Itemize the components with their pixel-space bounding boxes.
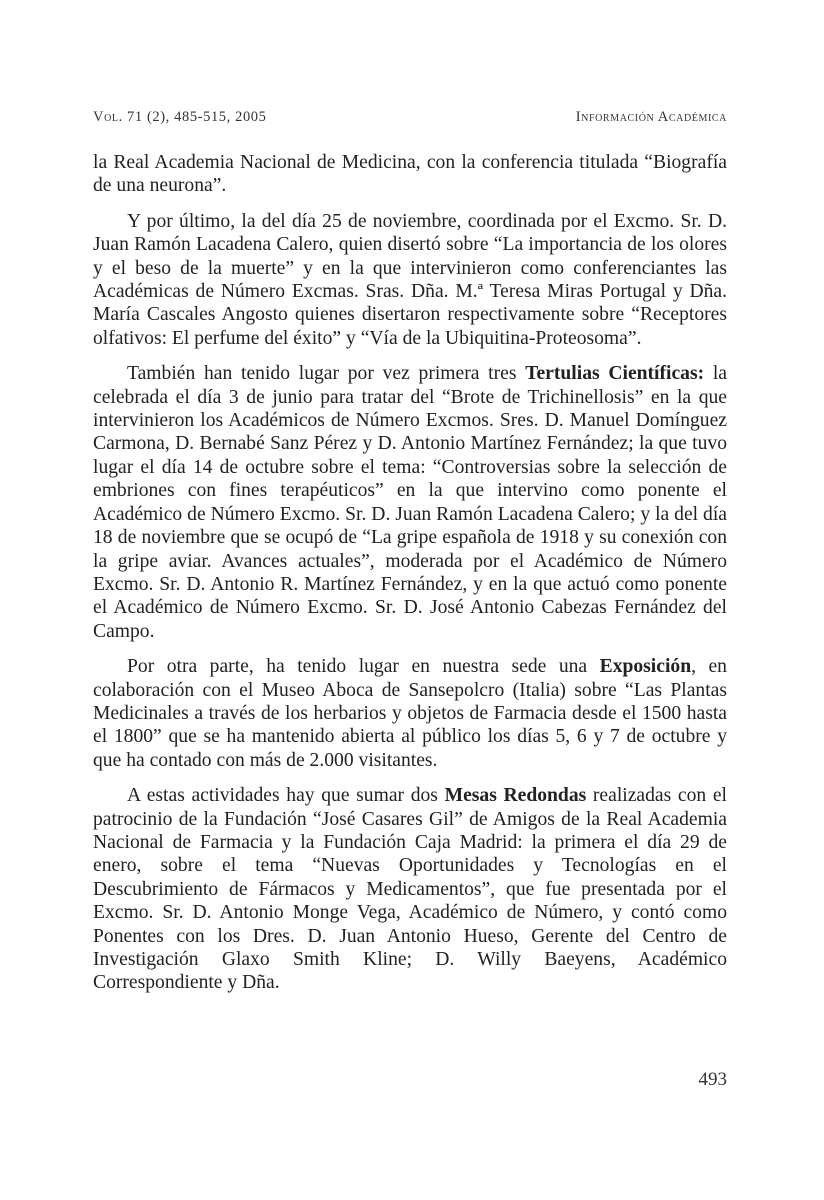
body-text [93,151,727,1007]
bold-term: Tertulias Científicas: [525,363,705,385]
paragraph-text: , en colaboración con el Museo Aboca de Sansepolcro (Italia) sobre “Las Plantas Medicinales a través de los herbarios y objetos de Farmacia desde el 1500 hasta el 1800” que se ha mantenido abierta al público los días 5, 6 y 7 de octubre y que ha contado con más de 2.000 visitantes. [93,656,727,771]
paragraph-text: Por otra parte, ha tenido lugar en nuestra sede una [127,656,600,678]
paragraph [93,655,727,772]
paragraph-text: También han tenido lugar por vez primera tres [127,363,526,385]
bold-term: Exposición [599,656,692,678]
paragraph [93,784,727,995]
paragraph-text: Y por último, la del día 25 de noviembre, coordinada por el Excmo. Sr. D. Juan Ramón Lacadena Calero, quien disertó sobre “La importancia de los olores y el beso de la muerte” y en la que intervinieron como conferenciantes las Académicas de Número Excmas. Sras. Dña. M.ª Teresa Miras Portugal y Dña. María Cascales Angosto quienes disertaron respectivamente sobre “Receptores olfativos: El perfume del éxito” y “Vía de la Ubiquitina-Proteosoma”. [93,210,727,349]
page-number: 493 [698,1069,727,1090]
paragraph-text: la Real Academia Nacional de Medicina, con la conferencia titulada “Biografía de una neurona”. [93,152,727,197]
running-header [93,109,727,133]
paragraph-text: A estas actividades hay que sumar dos [127,785,445,807]
section-title: Información Académica [575,109,727,125]
paragraph [93,210,727,350]
paragraph [93,151,727,198]
paragraph-text: realizadas con el patrocinio de la Fundación “José Casares Gil” de Amigos de la Real Academia Nacional de Farmacia y la Fundación Caja Madrid: la primera el día 29 de enero, sobre el tema “Nuevas Oportunidades y Tecnologías en el Descubrimiento de Fármacos y Medicamentos”, que fue presentada por el Excmo. Sr. D. Antonio Monge Vega, Académico de Número, y contó como Ponentes con los Dres. D. Juan Antonio Hueso, Gerente del Centro de Investigación Glaxo Smith Kline; D. Willy Baeyens, Académico Correspondiente y Dña. [93,785,727,994]
bold-term: Mesas Redondas [444,785,587,807]
paragraph [93,362,727,643]
journal-volume-citation: Vol. 71 (2), 485-515, 2005 [93,109,267,125]
paragraph-text: la celebrada el día 3 de junio para tratar del “Brote de Trichinellosis” en la que intervinieron los Académicos de Número Excmos. Sres. D. Manuel Domínguez Carmona, D. Bernabé Sanz Pérez y D. Antonio Martínez Fernández; la que tuvo lugar el día 14 de octubre sobre el tema: “Controversias sobre la selección de embriones con fines terapéuticos” en la que intervino como ponente el Académico de Número Excmo. Sr. D. Juan Ramón Lacadena Calero; y la del día 18 de noviembre que se ocupó de “La gripe española de 1918 y su conexión con la gripe aviar. Avances actuales”, moderada por el Académico de Número Excmo. Sr. D. Antonio R. Martínez Fernández, y en la que actuó como ponente el Académico de Número Excmo. Sr. D. José Antonio Cabezas Fernández del Campo. [93,363,728,642]
